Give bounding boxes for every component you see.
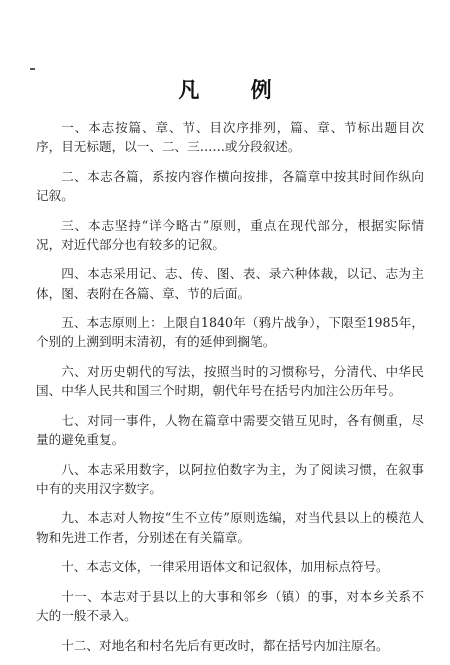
paragraph-11: 十一、本志对于县以上的大事和邻乡（镇）的事，对本乡关系不大的一般不录入。 [36, 588, 424, 623]
paragraph-6: 六、对历史朝代的写法，按照当时的习惯称号，分清代、中华民国、中华人民共和国三个时期，朝代年号在括号内加注公历年号。 [36, 363, 424, 399]
paragraph-3: 三、本志坚持“详今略古”原则，重点在现代部分，根据实际情况，对近代部分也有较多的记叙。 [36, 217, 424, 252]
paragraph-9: 九、本志对人物按“生不立传”原则选编，对当代县以上的模范人物和先进工作者，分别述在有关篇章。 [36, 510, 424, 545]
paragraph-1: 一、本志按篇、章、节、目次序排列，篇、章、节标出题目次序，目无标题，以一、二、三……或分段叙述。 [36, 120, 424, 155]
page-title: 凡 例 [178, 78, 294, 102]
paragraph-5: 五、本志原则上：上限自1840年（鸦片战争），下限至1985年，个别的上溯到明末清初，有的延伸到搁笔。 [36, 315, 424, 350]
paragraph-7: 七、对同一事件，人物在篇章中需要交错互见时，各有侧重，尽量的避免重复。 [36, 412, 424, 447]
paragraph-12: 十二、对地名和村名先后有更改时，都在括号内加注原名。 [61, 637, 389, 653]
paragraph-4: 四、本志采用记、志、传、图、表、录六种体裁，以记、志为主体，图、表附在各篇、章、节的后面。 [36, 266, 424, 301]
margin-mark [30, 68, 35, 70]
paragraph-10: 十、本志文体，一律采用语体文和记叙体，加用标点符号。 [61, 559, 389, 575]
paragraph-2: 二、本志各篇，系按内容作横向按排，各篇章中按其时间作纵向记叙。 [36, 168, 424, 203]
document-body [36, 118, 424, 665]
paragraph-8: 八、本志采用数字，以阿拉伯数字为主，为了阅读习惯，在叙事中有的夹用汉字数字。 [36, 461, 424, 496]
